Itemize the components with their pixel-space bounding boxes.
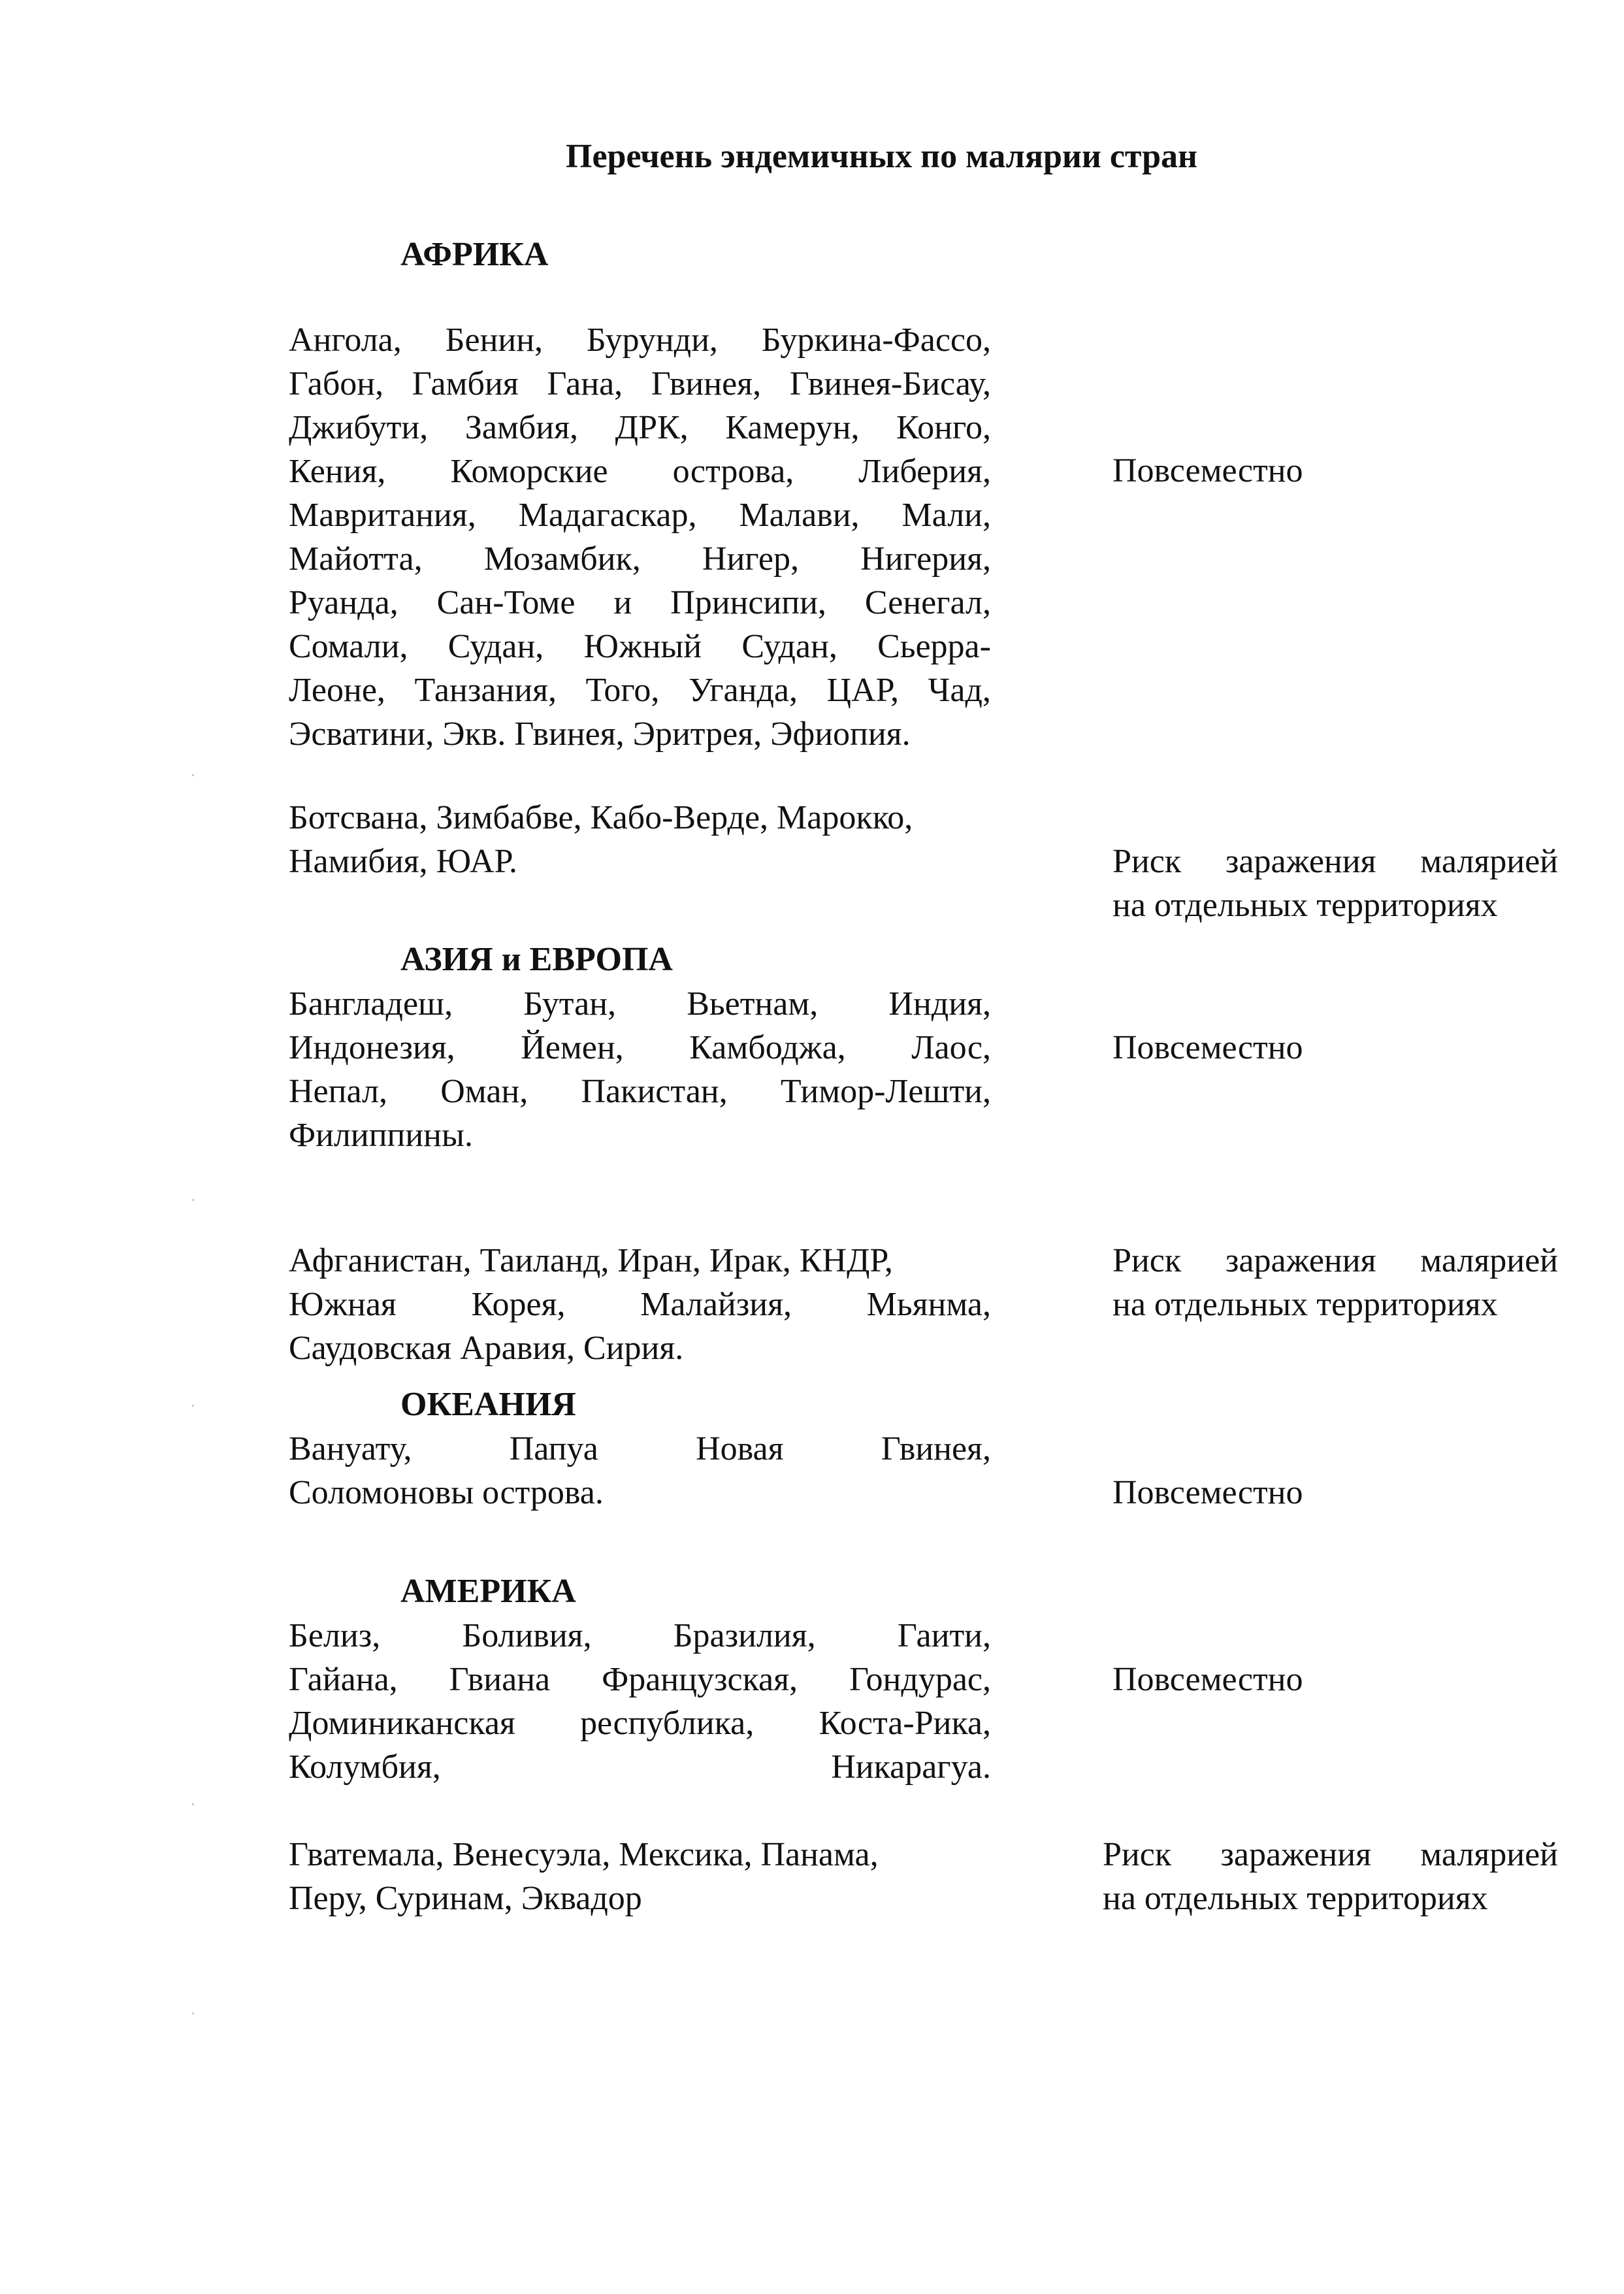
- country-word: Либерия,: [858, 453, 991, 490]
- country-line: [289, 840, 991, 883]
- country-line: [289, 1326, 991, 1370]
- country-word: Корея,: [471, 1286, 566, 1323]
- country-line: [289, 1471, 991, 1515]
- scan-speck: [192, 774, 194, 776]
- scan-speck: [192, 1199, 194, 1201]
- country-line: [289, 712, 991, 756]
- country-line: [289, 796, 991, 840]
- country-line: [289, 1614, 991, 1658]
- country-word: Нигерия,: [860, 540, 991, 578]
- country-word: Перу, Суринам, Эквадор: [289, 1880, 642, 1917]
- country-word: Ангола,: [289, 321, 402, 359]
- page-title: Перечень эндемичных по малярии стран: [566, 138, 1197, 175]
- country-word: Гвинея,: [651, 365, 762, 402]
- country-line: [289, 406, 991, 450]
- country-word: Руанда,: [289, 584, 398, 621]
- country-word: Кения,: [289, 453, 386, 490]
- country-word: Танзания,: [414, 672, 557, 709]
- country-word: Малайзия,: [640, 1286, 792, 1323]
- risk-line-1: [1112, 1239, 1558, 1283]
- country-word: Уганда,: [688, 672, 798, 709]
- risk-word: малярией: [1420, 843, 1558, 880]
- country-word: Гондурас,: [849, 1661, 991, 1698]
- country-word: Гватемала, Венесуэла, Мексика, Панама,: [289, 1836, 879, 1873]
- country-word: Лаос,: [911, 1029, 991, 1066]
- scan-speck: [192, 1803, 194, 1805]
- country-line: [289, 1745, 991, 1789]
- country-word: Белиз,: [289, 1617, 381, 1654]
- country-word: Судан,: [447, 628, 544, 665]
- asia-status-everywhere: Повсеместно: [1112, 1029, 1303, 1066]
- country-line: [289, 1876, 991, 1920]
- country-word: Никарагуа.: [831, 1748, 991, 1786]
- country-line: [289, 1113, 991, 1157]
- country-word: Папуа: [509, 1430, 598, 1467]
- asia-risk-countries: [289, 1239, 991, 1370]
- country-word: Чад,: [928, 672, 991, 709]
- country-word: Бразилия,: [673, 1617, 816, 1654]
- country-word: Коморские: [450, 453, 608, 490]
- scan-speck: [192, 2012, 194, 2014]
- risk-word: малярией: [1420, 1242, 1558, 1279]
- risk-word: заражения: [1225, 843, 1376, 880]
- country-word: Майотта,: [289, 540, 423, 578]
- country-word: Гамбия: [412, 365, 519, 402]
- country-word: Мавритания,: [289, 497, 476, 534]
- america-endemic-countries: [289, 1614, 991, 1789]
- oceania-endemic-countries: [289, 1427, 991, 1515]
- africa-status-everywhere: Повсеместно: [1112, 452, 1303, 489]
- country-line: [289, 1701, 991, 1745]
- risk-word: Риск: [1112, 843, 1182, 880]
- asia-endemic-countries: [289, 982, 991, 1157]
- country-line: [289, 1026, 991, 1070]
- risk-word: Риск: [1112, 1242, 1182, 1279]
- country-word: Буркина-Фассо,: [761, 321, 991, 359]
- country-line: [289, 1283, 991, 1326]
- country-word: Гаити,: [897, 1617, 991, 1654]
- country-line: [289, 1833, 991, 1876]
- africa-risk-countries: [289, 796, 991, 883]
- risk-line-2: на отдельных территориях: [1112, 1286, 1498, 1323]
- country-word: Колумбия,: [289, 1748, 441, 1786]
- country-word: Конго,: [896, 409, 991, 446]
- country-line: [289, 450, 991, 493]
- america-risk-countries: [289, 1833, 991, 1920]
- country-word: Гвиана: [449, 1661, 551, 1698]
- country-word: Малави,: [739, 497, 860, 534]
- country-word: Замбия,: [464, 409, 579, 446]
- country-word: Камерун,: [725, 409, 860, 446]
- risk-word: заражения: [1220, 1836, 1371, 1873]
- africa-status-risk: [1112, 840, 1558, 927]
- country-word: Сомали,: [289, 628, 408, 665]
- country-word: Сенегал,: [864, 584, 991, 621]
- country-line: [289, 537, 991, 581]
- oceania-status-everywhere: Повсеместно: [1112, 1474, 1303, 1511]
- country-line: [289, 1427, 991, 1471]
- country-word: Французская,: [602, 1661, 798, 1698]
- country-word: Камбоджа,: [689, 1029, 846, 1066]
- country-word: Бенин,: [445, 321, 544, 359]
- country-word: Сьерра-: [877, 628, 991, 665]
- country-word: Афганистан, Таиланд, Иран, Ирак, КНДР,: [289, 1242, 893, 1279]
- risk-line-2: на отдельных территориях: [1112, 887, 1498, 924]
- country-line: [289, 982, 991, 1026]
- country-line: [289, 1658, 991, 1701]
- country-word: Леоне,: [289, 672, 385, 709]
- country-word: Индонезия,: [289, 1029, 455, 1066]
- country-word: и: [613, 584, 632, 621]
- country-word: Нигер,: [702, 540, 800, 578]
- country-word: Вьетнам,: [687, 985, 819, 1023]
- country-word: Пакистан,: [581, 1073, 728, 1110]
- country-word: Новая: [696, 1430, 784, 1467]
- country-word: ДРК,: [615, 409, 689, 446]
- country-word: Мали,: [901, 497, 991, 534]
- country-word: Гвинея-Бисау,: [789, 365, 991, 402]
- country-word: Мадагаскар,: [518, 497, 697, 534]
- country-word: Вануату,: [289, 1430, 412, 1467]
- country-word: Бангладеш,: [289, 985, 453, 1023]
- country-word: Соломоновы острова.: [289, 1474, 604, 1511]
- risk-line-2: на отдельных территориях: [1103, 1880, 1488, 1917]
- africa-endemic-countries: [289, 318, 991, 756]
- country-word: Того,: [585, 672, 660, 709]
- country-word: Боливия,: [462, 1617, 592, 1654]
- section-heading-oceania: ОКЕАНИЯ: [400, 1386, 576, 1423]
- country-word: Гайана,: [289, 1661, 398, 1698]
- country-word: Сан-Томе: [436, 584, 576, 621]
- country-word: Ботсвана, Зимбабве, Кабо-Верде, Марокко,: [289, 799, 913, 836]
- asia-status-risk: [1112, 1239, 1558, 1326]
- country-word: Гана,: [547, 365, 623, 402]
- country-word: Йемен,: [521, 1029, 624, 1066]
- country-word: Намибия, ЮАР.: [289, 843, 518, 880]
- risk-line-1: [1103, 1833, 1558, 1876]
- risk-word: Риск: [1103, 1836, 1172, 1873]
- country-word: Доминиканская: [289, 1705, 515, 1742]
- section-heading-asia-europe: АЗИЯ и ЕВРОПА: [400, 941, 673, 978]
- country-word: Южный: [583, 628, 702, 665]
- country-line: [289, 493, 991, 537]
- country-word: республика,: [580, 1705, 755, 1742]
- country-word: Саудовская Аравия, Сирия.: [289, 1330, 684, 1367]
- america-status-risk: [1103, 1833, 1558, 1920]
- section-heading-america: АМЕРИКА: [400, 1573, 576, 1610]
- country-word: Судан,: [741, 628, 837, 665]
- country-word: Мозамбик,: [483, 540, 641, 578]
- country-word: Индия,: [888, 985, 991, 1023]
- risk-line-1: [1112, 840, 1558, 883]
- country-word: Непал,: [289, 1073, 387, 1110]
- country-word: Филиппины.: [289, 1117, 473, 1154]
- country-word: Южная: [289, 1286, 397, 1323]
- country-word: Мьянма,: [866, 1286, 991, 1323]
- risk-word: малярией: [1420, 1836, 1558, 1873]
- risk-word: заражения: [1225, 1242, 1376, 1279]
- country-word: Коста-Рика,: [819, 1705, 991, 1742]
- country-word: Принсипи,: [670, 584, 826, 621]
- country-word: Габон,: [289, 365, 384, 402]
- country-line: [289, 318, 991, 362]
- country-word: Бутан,: [523, 985, 617, 1023]
- section-heading-africa: АФРИКА: [400, 236, 549, 273]
- country-word: Бурунди,: [586, 321, 718, 359]
- country-line: [289, 625, 991, 668]
- country-line: [289, 362, 991, 406]
- america-status-everywhere: Повсеместно: [1112, 1661, 1303, 1698]
- country-line: [289, 1070, 991, 1113]
- country-word: Тимор-Лешти,: [780, 1073, 991, 1110]
- country-word: острова,: [672, 453, 794, 490]
- country-word: ЦАР,: [826, 672, 900, 709]
- country-line: [289, 1239, 991, 1283]
- country-line: [289, 581, 991, 625]
- country-word: Гвинея,: [881, 1430, 991, 1467]
- country-word: Оман,: [440, 1073, 528, 1110]
- country-word: Эсватини, Экв. Гвинея, Эритрея, Эфиопия.: [289, 715, 911, 753]
- country-line: [289, 668, 991, 712]
- country-word: Джибути,: [289, 409, 429, 446]
- scan-speck: [192, 1405, 194, 1407]
